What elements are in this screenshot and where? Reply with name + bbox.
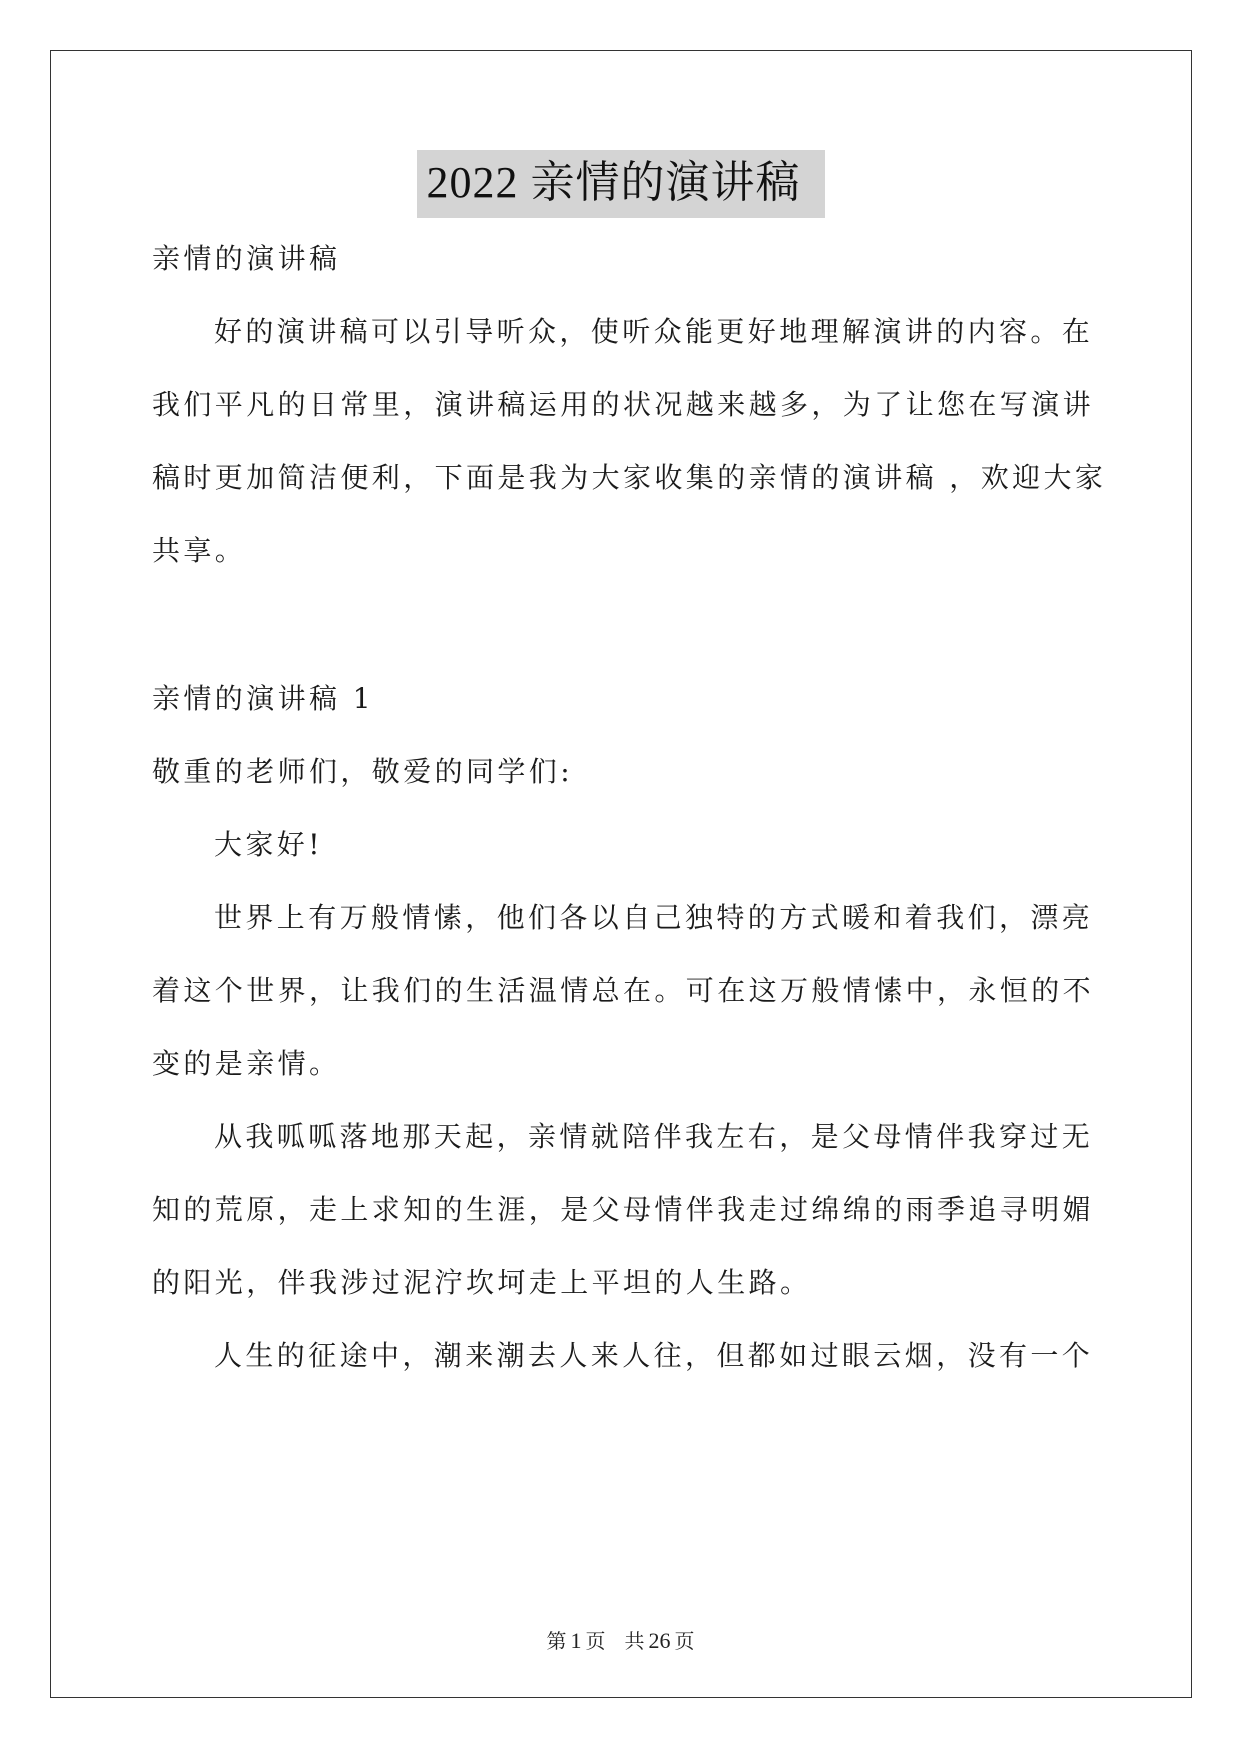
- footer-total-pages: 26: [648, 1628, 671, 1653]
- footer-total-prefix: 共: [624, 1631, 645, 1653]
- paragraph-line: 着这个世界，让我们的生活温情总在。可在这万般情愫中，永恒的不: [152, 974, 1095, 1007]
- paragraph-line: 知的荒原，走上求知的生涯，是父母情伴我走过绵绵的雨季追寻明媚: [152, 1193, 1095, 1226]
- title-wrap: [0, 150, 1241, 218]
- paragraph-line: 共享。: [152, 534, 247, 567]
- footer-prefix: 第: [546, 1631, 567, 1653]
- section-heading: 亲情的演讲稿 1: [152, 682, 374, 715]
- paragraph-line: 好的演讲稿可以引导听众，使听众能更好地理解演讲的内容。在: [214, 315, 1094, 348]
- page-border: [50, 50, 1192, 1698]
- section-heading: 亲情的演讲稿: [152, 242, 341, 275]
- greeting: 大家好!: [214, 828, 323, 861]
- page-footer: [0, 1628, 1241, 1655]
- footer-page-unit: 页: [585, 1631, 606, 1653]
- footer-page-number: 1: [570, 1628, 582, 1653]
- paragraph-line: 的阳光，伴我涉过泥泞坎坷走上平坦的人生路。: [152, 1266, 812, 1299]
- footer-total-unit: 页: [674, 1631, 695, 1653]
- paragraph-line: 从我呱呱落地那天起，亲情就陪伴我左右，是父母情伴我穿过无: [214, 1120, 1094, 1153]
- paragraph-line: 世界上有万般情愫，他们各以自己独特的方式暖和着我们，漂亮: [214, 901, 1094, 934]
- paragraph-line: 变的是亲情。: [152, 1047, 341, 1080]
- paragraph-line: 我们平凡的日常里，演讲稿运用的状况越来越多，为了让您在写演讲: [152, 388, 1095, 421]
- document-title: 2022 亲情的演讲稿: [417, 150, 825, 218]
- paragraph-line: 稿时更加简洁便利，下面是我为大家收集的亲情的演讲稿 ，欢迎大家: [152, 461, 1107, 494]
- paragraph-line: 人生的征途中，潮来潮去人来人往，但都如过眼云烟，没有一个: [214, 1339, 1094, 1372]
- salutation: 敬重的老师们，敬爱的同学们:: [152, 755, 574, 788]
